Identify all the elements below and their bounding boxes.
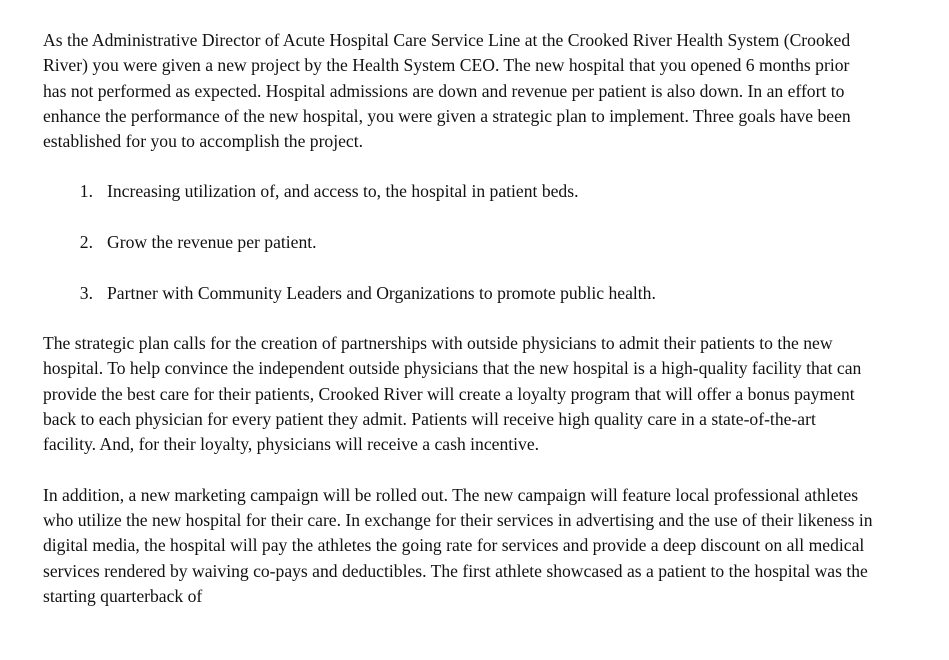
list-item-text: Partner with Community Leaders and Organizations to promote public health. bbox=[107, 282, 656, 303]
goals-list bbox=[43, 179, 873, 305]
list-item bbox=[43, 230, 873, 255]
list-item-text: Increasing utilization of, and access to, the hospital in patient beds. bbox=[107, 181, 579, 202]
paragraph-spacer bbox=[43, 457, 873, 482]
document-body bbox=[43, 28, 873, 609]
marketing-paragraph: In addition, a new marketing campaign will be rolled out. The new campaign will feature local professional athletes who utilize the new hospital for their care. In exchange for their services in advertising and the use of their likeness in digital media, the hospital will pay the athletes the going rate for services and provide a deep discount on all medical services rendered by waiving co-pays and deductibles. The first athlete showcased as a patient to the hospital was the starting quarterback of bbox=[43, 484, 873, 606]
list-item-number: 3. bbox=[79, 282, 93, 303]
list-item-text: Grow the revenue per patient. bbox=[107, 232, 317, 253]
list-item-number: 1. bbox=[79, 181, 93, 202]
strategic-plan-paragraph: The strategic plan calls for the creation of partnerships with outside physicians to admit their patients to the new hospital. To help convince the independent outside physicians that the new hospital is a high-quality facility that can provide the best care for their patients, Crooked River will create a loyalty program that will offer a bonus payment back to each physician for every patient they admit. Patients will receive high quality care in a state-of-the-art facility. And, for their loyalty, physicians will receive a cash incentive. bbox=[43, 332, 862, 455]
list-item-number: 2. bbox=[79, 232, 93, 253]
list-item bbox=[43, 179, 873, 204]
intro-paragraph: As the Administrative Director of Acute Hospital Care Service Line at the Crooked River Health System (Crooked River) you were given a new project by the Health System CEO. The new hospital that you opened 6 months prior has not performed as expected. Hospital admissions are down and revenue per patient is also down. In an effort to enhance the performance of the new hospital, you were given a strategic plan to implement. Three goals have been established for you to accomplish the project. bbox=[43, 30, 851, 152]
list-item bbox=[43, 281, 873, 306]
